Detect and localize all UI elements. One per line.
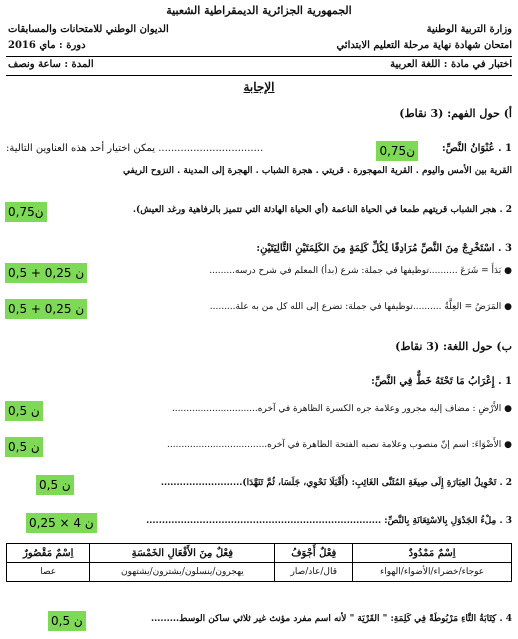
table-header-row: [7, 544, 512, 563]
table-cell: عصا: [7, 563, 90, 582]
part-a-q1-options: القرية بين الأمس واليوم . القرية المهجورة . قريتي . هجرة الشباب . الهجرة إلى المدينة . النزوح الريفي: [122, 166, 512, 176]
part-b-q1-label: 1 . إِعْرَابُ مَا تَحْتَهُ خَطٌّ فِي النَّصِّ:: [371, 376, 512, 387]
answer-title: الإجابة: [243, 80, 275, 94]
part-a-q3-item1-score: [5, 262, 87, 283]
score-badge: 0,5 ن: [5, 437, 43, 457]
grammar-table: [6, 543, 512, 582]
score-badge: 0,25 × 4 ن: [26, 513, 97, 533]
part-a-q1-text: ................................. يمكن اختيار أحد هذه العناوين التالية:: [6, 143, 264, 154]
header-divider-2: [6, 75, 512, 76]
exam-label: امتحان شهادة نهاية مرحلة التعليم الابتدائي: [336, 40, 512, 51]
part-a-q2-label: 2 .: [499, 205, 512, 215]
part-a-q3-label: 3 . اسْتَخْرِجْ مِنَ النَّصِّ مُرَادِفًا لِكُلِّ كَلِمَةٍ مِنَ الكَلِمَتَيْنِ التَّالِيَتَيْنِ:: [256, 243, 512, 254]
score-badge: 0,5 ن: [48, 611, 86, 631]
table-header-cell: فِعْلٌ أَجْوَفُ: [275, 544, 353, 563]
table-header-cell: اِسْمٌ مَقْصُورٌ: [7, 544, 90, 563]
table-cell: يهجرون/ينسلون/يشترون/يشتهون: [90, 563, 275, 582]
duration-label: المدة : ساعة ونصف: [8, 59, 94, 70]
session-label: دورة : ماي 2016: [8, 40, 86, 51]
ministry-label: وزارة التربية الوطنية: [426, 24, 512, 35]
part-a-q3-item2: ● المَرَضُ = العِلَّةُ ..........توظيفها في جملة: تضرع إلى الله كل من به علة.........: [209, 302, 512, 312]
part-a-q1: [442, 143, 512, 154]
table-cell: قال/عاد/صار: [275, 563, 353, 582]
part-b-q3: 3 . مِلْءُ الجَدْوَلِ بِالاسْتِعَانَةِ بِالنَّصِّ: ...........................................................................: [146, 516, 512, 526]
score-badge: 0,5 + 0,25 ن: [5, 263, 87, 283]
part-a-q2: [133, 205, 512, 215]
score-badge: 0,5 ن: [5, 401, 43, 421]
part-b-q1-item2-score: [5, 436, 43, 457]
office-label: الديوان الوطني للامتحانات والمسابقات: [8, 24, 169, 35]
part-b-q3-score: [26, 512, 97, 533]
part-a-q3-item1: ● بَدَأَ = شَرَعَ ..........توظيفها في جملة: شرع (بدأ) المعلم في شرح درسه.........: [209, 266, 512, 276]
part-b-q1-item1-score: [5, 400, 43, 421]
part-a-q1-score: [376, 140, 418, 161]
part-b-q4: 4 . كِتَابَةُ التَّاءِ مَرْبُوطَةً فِي كَلِمَةِ: " القَرْيَة " لأنه اسم مفرد مؤنث غير ثلاثي ساكن الوسط.........: [150, 614, 512, 624]
table-cell: عوجاء/خضراء/الأضواء/الهواء: [353, 563, 512, 582]
score-badge: 0,5 ن: [36, 475, 74, 495]
part-b-q1-item1: ● الأَرْضِ : مضاف إليه مجرور وعلامة جره الكسرة الظاهرة في آخره..............................: [171, 404, 512, 414]
republic-title: الجمهورية الجزائرية الديمقراطية الشعبية: [166, 4, 352, 17]
header-divider: [6, 56, 512, 57]
table-header-cell: فِعْلٌ مِنَ الأَفْعَالِ الخَمْسَةِ: [90, 544, 275, 563]
part-a-q3-item2-score: [5, 298, 87, 319]
subject-label: اختبار في مادة : اللغة العربية: [390, 59, 512, 70]
part-b-q2: 2 . تَحْوِيلُ العِبَارَةِ إِلَى صِيغَةِ المُثَنَّى الغَائِبِ: (أَقْبَلَا نَحْوِي، جَلَسَا، ثُمَّ تَنَهَّدَا)..........................: [160, 478, 512, 488]
score-badge: 0,75ن: [5, 202, 47, 222]
part-a-q2-text: هجر الشباب قريتهم طمعا في الحياة الناعمة (أي الحياة الهادئة التي تتميز بالرفاهية ورغد العيش).: [132, 205, 497, 215]
table-header-cell: اِسْمٌ مَمْدُودٌ: [353, 544, 512, 563]
score-badge: 0,5 + 0,25 ن: [5, 299, 87, 319]
part-b-q1-item2: ● الأَضْوَاءَ: اسم إنّ منصوب وعلامة نصبه الفتحة الظاهرة في آخره...................................: [167, 440, 512, 450]
part-b-title: ب) حول اللغة: (3 نقاط): [395, 340, 512, 353]
table-row: [7, 563, 512, 582]
part-b-q2-score: [36, 474, 74, 495]
part-a-title: أ) حول الفهم: (3 نقاط): [399, 107, 512, 120]
part-a-q2-score: [5, 201, 47, 222]
part-b-q4-score: [48, 610, 86, 631]
score-badge: 0,75ن: [376, 141, 418, 161]
part-a-q1-label: 1 . عُنْوَانُ النَّصِّ:: [442, 143, 512, 154]
